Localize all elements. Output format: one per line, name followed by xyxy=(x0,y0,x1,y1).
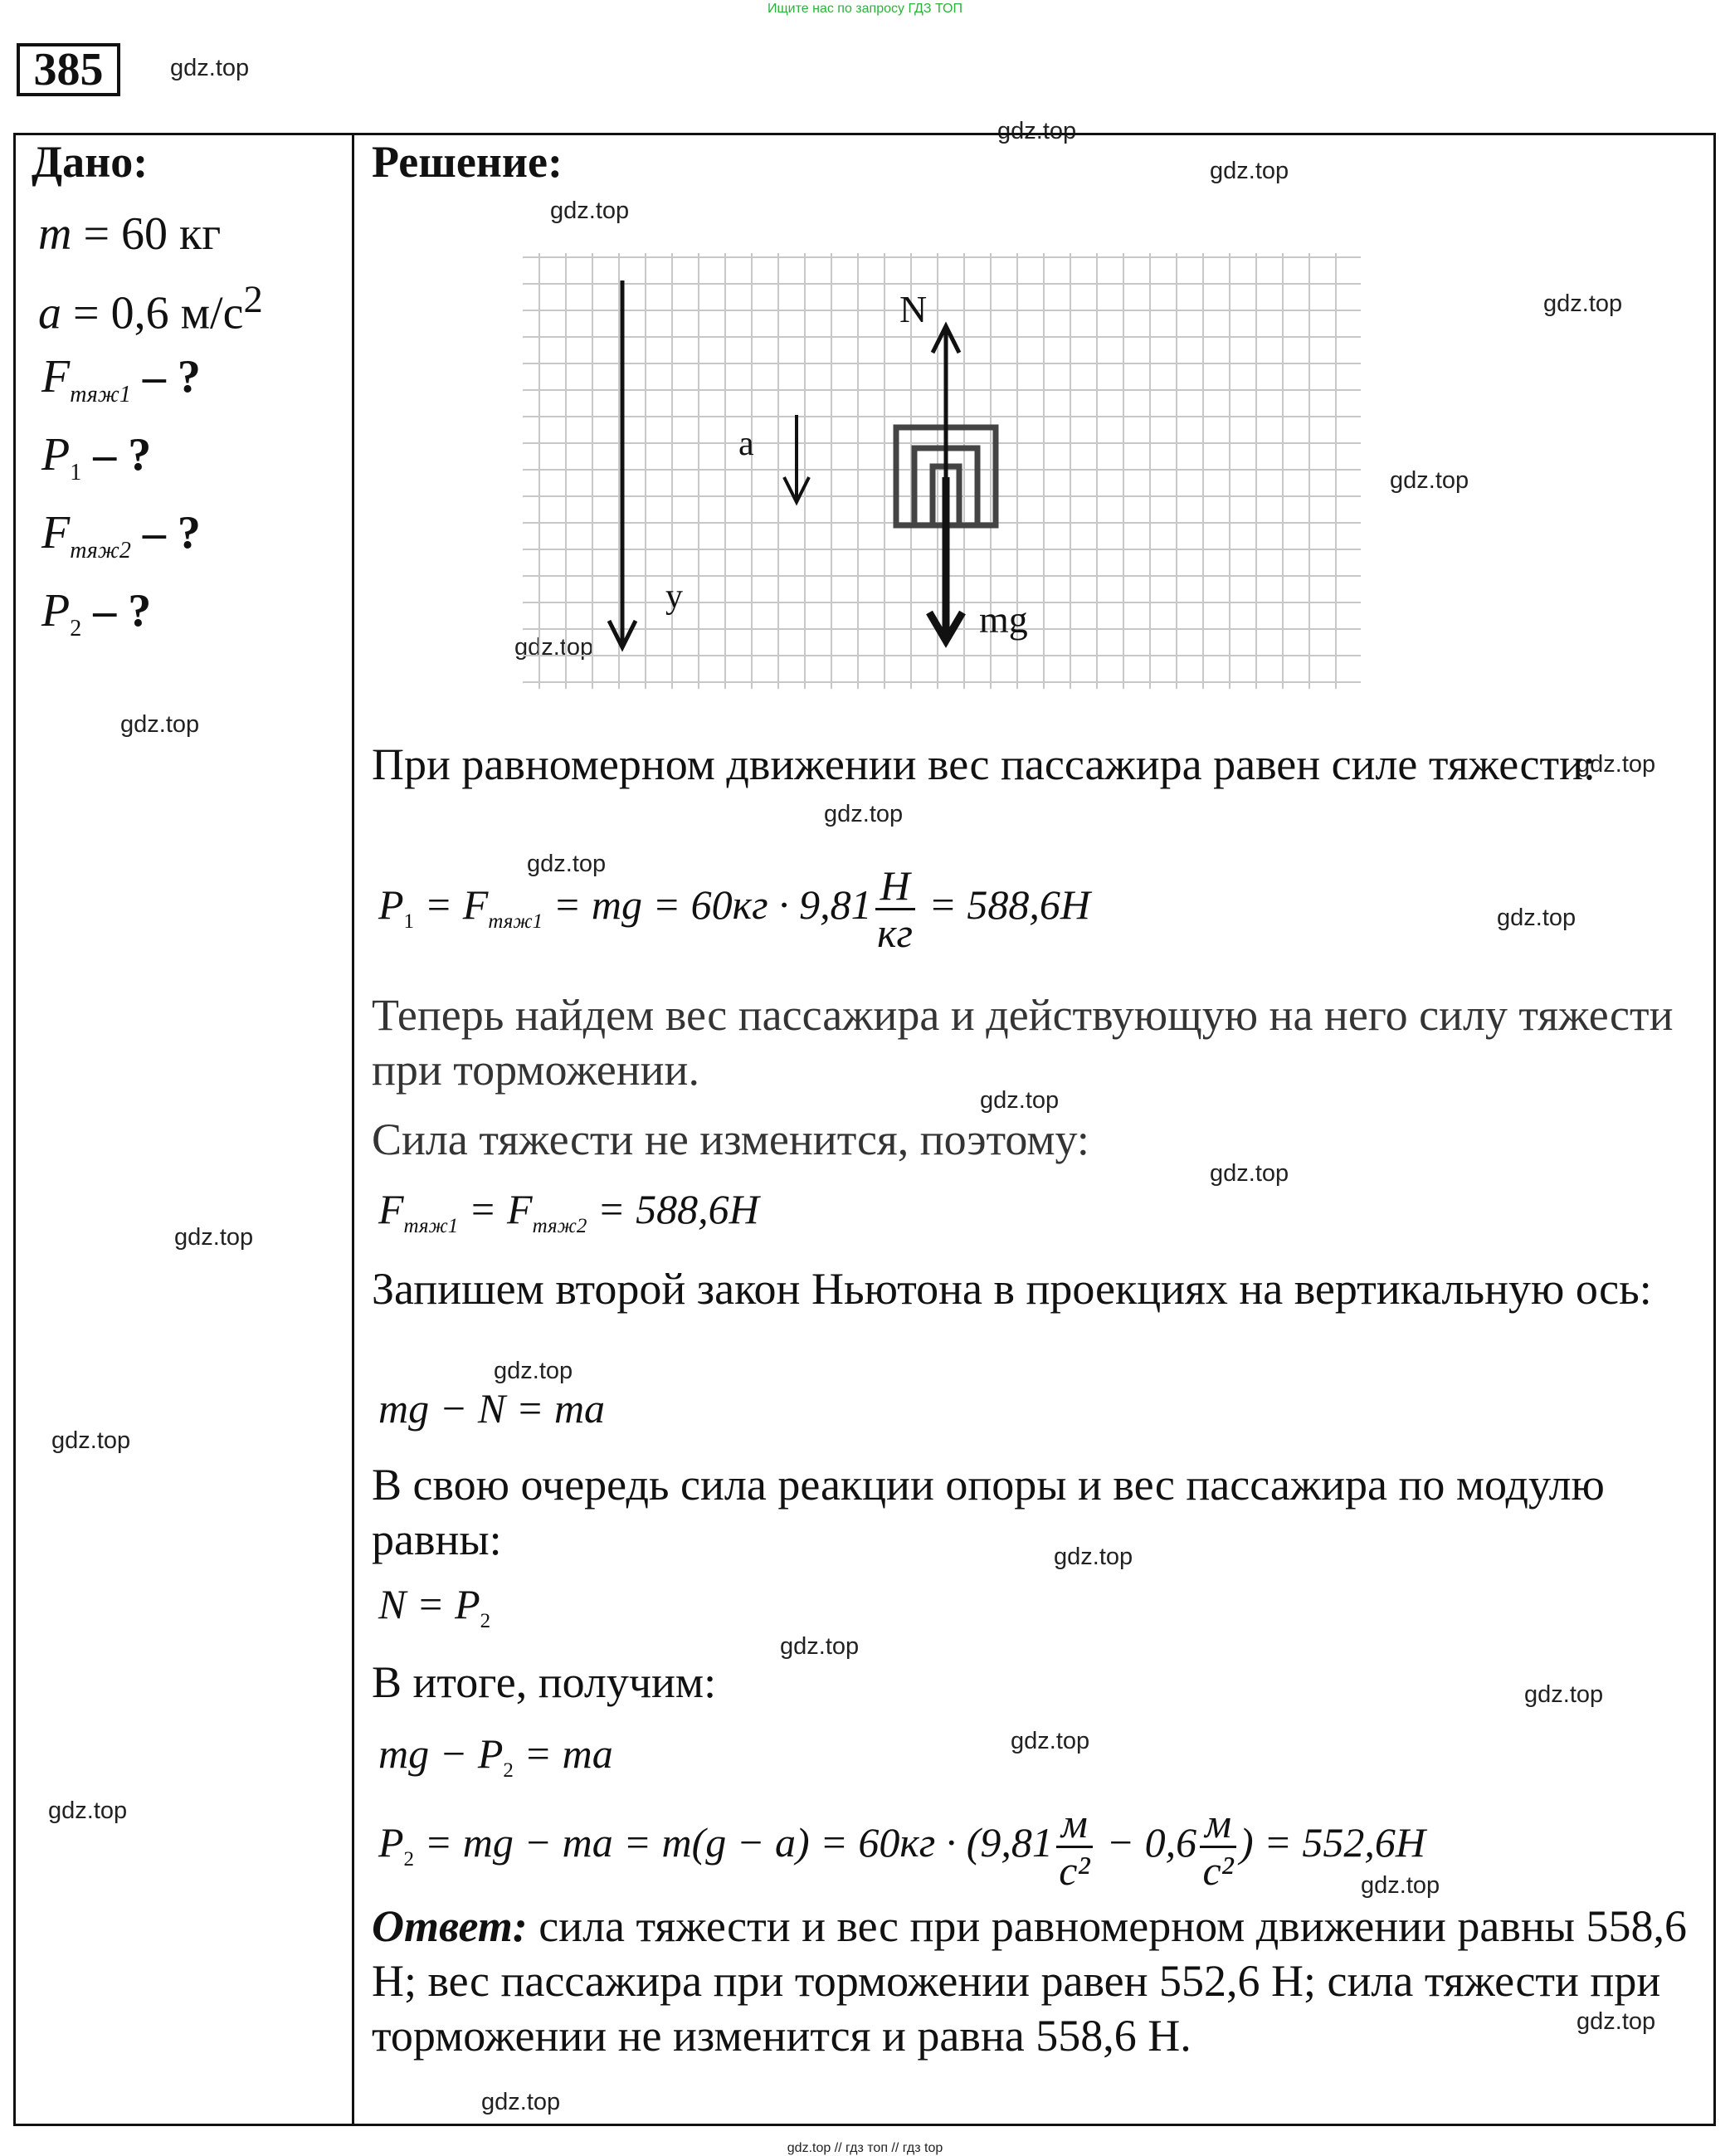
formula-p1: $P_1 = F_{тяж1}$ = mg = 60кг · 9,81 $\frac{Н}{кг}$ = 588,6Н xyxy=(378,862,1091,956)
watermark: gdz.top xyxy=(1576,751,1656,778)
paragraph-gravity-unchanged: Сила тяжести не изменится, поэтому: xyxy=(372,1115,1089,1164)
given-unknown-p2: $P_2$ – ? xyxy=(41,585,152,642)
answer xyxy=(372,1899,1699,2063)
watermark: gdz.top xyxy=(1210,1160,1289,1187)
watermark: gdz.top xyxy=(1576,2008,1656,2035)
watermark: gdz.top xyxy=(170,55,250,81)
given-heading: Дано: xyxy=(32,137,149,187)
watermark: gdz.top xyxy=(780,1633,860,1660)
paragraph-newton-law: Запишем второй закон Ньютона в проекциях на вертикальную ось: xyxy=(372,1264,1652,1314)
given-acceleration: a = 0,6 $м/с^2$ xyxy=(38,278,263,339)
given-unknown-ftyazh1: $F_{тяж1}$ – ? xyxy=(41,351,201,408)
solution-heading: Решение: xyxy=(372,137,563,187)
watermark: gdz.top xyxy=(481,2089,561,2115)
watermark: gdz.top xyxy=(494,1358,573,1384)
watermark: gdz.top xyxy=(997,118,1077,144)
watermark: gdz.top xyxy=(1390,467,1469,494)
watermark: gdz.top xyxy=(1524,1681,1604,1708)
watermark: gdz.top xyxy=(980,1087,1060,1114)
formula-gravity-equal: $F_{тяж1} = F_{тяж2} = 588,6Н$ xyxy=(378,1186,759,1237)
answer-text: сила тяжести и вес при равномерном движении равны 558,6 Н; вес пассажира при торможении равен 552,6 Н; сила тяжести при торможении не изменится и равна 558,6 Н. xyxy=(372,1901,1688,2061)
footer: gdz.top // гдз топ // гдз top xyxy=(787,2141,943,2155)
watermark: gdz.top xyxy=(550,198,630,224)
force-diagram xyxy=(506,241,1369,714)
formula-n-equals-p2: $N = P_2$ xyxy=(378,1581,491,1632)
watermark: gdz.top xyxy=(1054,1544,1133,1570)
watermark: gdz.top xyxy=(51,1427,131,1454)
problem-number: 385 xyxy=(17,43,120,96)
formula-mg-minus-p2: mg − $P_2$ = ma xyxy=(378,1730,613,1782)
given-unknown-ftyazh2: $F_{тяж2}$ – ? xyxy=(41,507,201,564)
watermark: gdz.top xyxy=(1210,158,1289,184)
label-a: a xyxy=(738,425,754,463)
normal-force-arrow xyxy=(933,326,959,477)
watermark: gdz.top xyxy=(527,851,607,877)
paragraph-uniform-motion: При равномерном движении вес пассажира равен силе тяжести: xyxy=(372,739,1596,789)
watermark: gdz.top xyxy=(1361,1872,1440,1899)
label-y: y xyxy=(665,578,683,616)
formula-newton: mg − N = ma xyxy=(378,1385,606,1432)
paragraph-braking: Теперь найдем вес пассажира и действующую на него силу тяжести при торможении. xyxy=(372,990,1674,1095)
y-axis-arrow xyxy=(609,280,636,647)
top-banner: Ищите нас по запросу ГДЗ ТОП xyxy=(768,2,962,16)
watermark: gdz.top xyxy=(824,801,904,827)
watermark: gdz.top xyxy=(1543,290,1623,317)
watermark: gdz.top xyxy=(120,711,200,738)
paragraph-result: В итоге, получим: xyxy=(372,1657,717,1707)
given-mass: m = 60 кг xyxy=(38,208,222,260)
watermark: gdz.top xyxy=(1011,1728,1090,1754)
watermark: gdz.top xyxy=(174,1224,254,1251)
watermark: gdz.top xyxy=(514,634,594,661)
formula-p2: $P_2$ = mg − ma = m(g − a) = 60кг · (9,81 $\frac{м}{\text{с²}}$ − 0,6 $\frac{м}{\text{с²}}$ ) = 552,6Н xyxy=(378,1800,1426,1894)
answer-label: Ответ: xyxy=(372,1901,528,1951)
watermark: gdz.top xyxy=(1497,905,1576,931)
watermark: gdz.top xyxy=(48,1797,128,1824)
paragraph-reaction-force: В свою очередь сила реакции опоры и вес пассажира по модулю равны: xyxy=(372,1460,1605,1564)
label-mg: mg xyxy=(979,598,1028,641)
column-divider xyxy=(352,133,354,2126)
label-n: N xyxy=(899,288,928,330)
given-unknown-p1: $P_1$ – ? xyxy=(41,429,152,486)
